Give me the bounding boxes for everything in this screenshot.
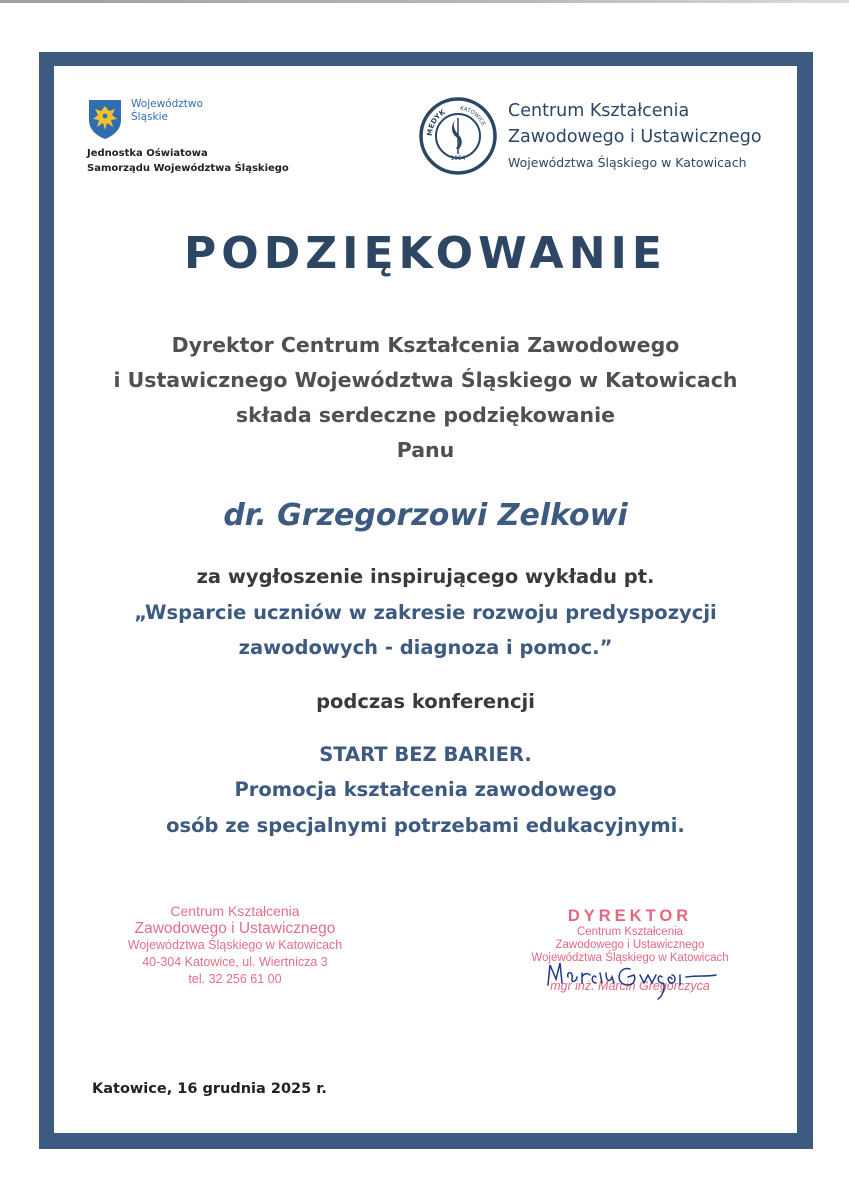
seal-year: 1954 xyxy=(450,155,466,162)
body-line4: Panu xyxy=(396,438,455,462)
region-name: Województwo Śląskie xyxy=(131,98,203,123)
body-line3: składa serdeczne podziękowanie xyxy=(235,403,616,427)
stamp-left-line5: tel. 32 256 61 00 xyxy=(188,972,282,986)
body-line1: Dyrektor Centrum Kształcenia Zawodowego xyxy=(171,333,680,357)
stamp-left-line4: 40-304 Katowice, ul. Wiertnicza 3 xyxy=(142,955,328,969)
school-name-line2: Zawodowego i Ustawicznego xyxy=(508,127,762,147)
lecture-intro: za wygłoszenie inspirującego wykładu pt. xyxy=(196,565,655,588)
region-unit-line2: Samorządu Województwa Śląskiego xyxy=(87,163,289,174)
conference-name-line2: Promocja kształcenia zawodowego xyxy=(234,778,617,801)
region-unit-line1: Jednostka Oświatowa xyxy=(87,148,208,159)
silesia-crest-icon xyxy=(87,98,123,140)
conference-name-line3: osób ze specjalnymi potrzebami edukacyjnymi. xyxy=(166,814,685,837)
stamp-left-line3: Województwa Śląskiego w Katowicach xyxy=(127,938,343,952)
school-name-line1: Centrum Kształcenia xyxy=(508,101,690,121)
stamp-left-line1: Centrum Kształcenia xyxy=(170,903,300,919)
stamp-left-line2: Zawodowego i Ustawicznego xyxy=(134,920,336,937)
scan-top-edge xyxy=(0,0,849,3)
issue-date: Katowice, 16 grudnia 2025 r. xyxy=(92,1081,327,1097)
stamp-right-line3: Województwa Śląskiego w Katowicach xyxy=(531,952,729,964)
stamp-right-line2: Zawodowego i Ustawicznego xyxy=(555,939,705,951)
region-unit-text xyxy=(87,146,347,176)
stamp-right-title: DYREKTOR xyxy=(567,907,693,925)
certificate-title: PODZIĘKOWANIE xyxy=(184,228,667,279)
lecture-topic-line1: „Wsparcie uczniów w zakresie rozwoju predyspozycji xyxy=(134,601,717,624)
recipient-name: dr. Grzegorzowi Zelkowi xyxy=(223,498,628,533)
body-line2: i Ustawicznego Województwa Śląskiego w Katowicach xyxy=(113,368,738,392)
medyk-seal-icon xyxy=(418,96,498,176)
seal-text-top: MEDYK xyxy=(425,108,447,137)
director-signature xyxy=(540,955,730,1005)
conference-name-line1: START BEZ BARIER. xyxy=(319,743,532,766)
conference-intro: podczas konferencji xyxy=(316,690,535,713)
seal-text-right: KATOWICE xyxy=(459,105,487,127)
institution-stamp xyxy=(110,903,360,988)
director-name: mgr inż. Marcin Gregorczyca xyxy=(550,979,710,993)
stamp-right-line1: Centrum Kształcenia xyxy=(576,926,684,938)
lecture-topic-line2: zawodowych - diagnoza i pomoc.” xyxy=(238,636,613,659)
school-name-line3: Województwa Śląskiego w Katowicach xyxy=(508,155,747,170)
